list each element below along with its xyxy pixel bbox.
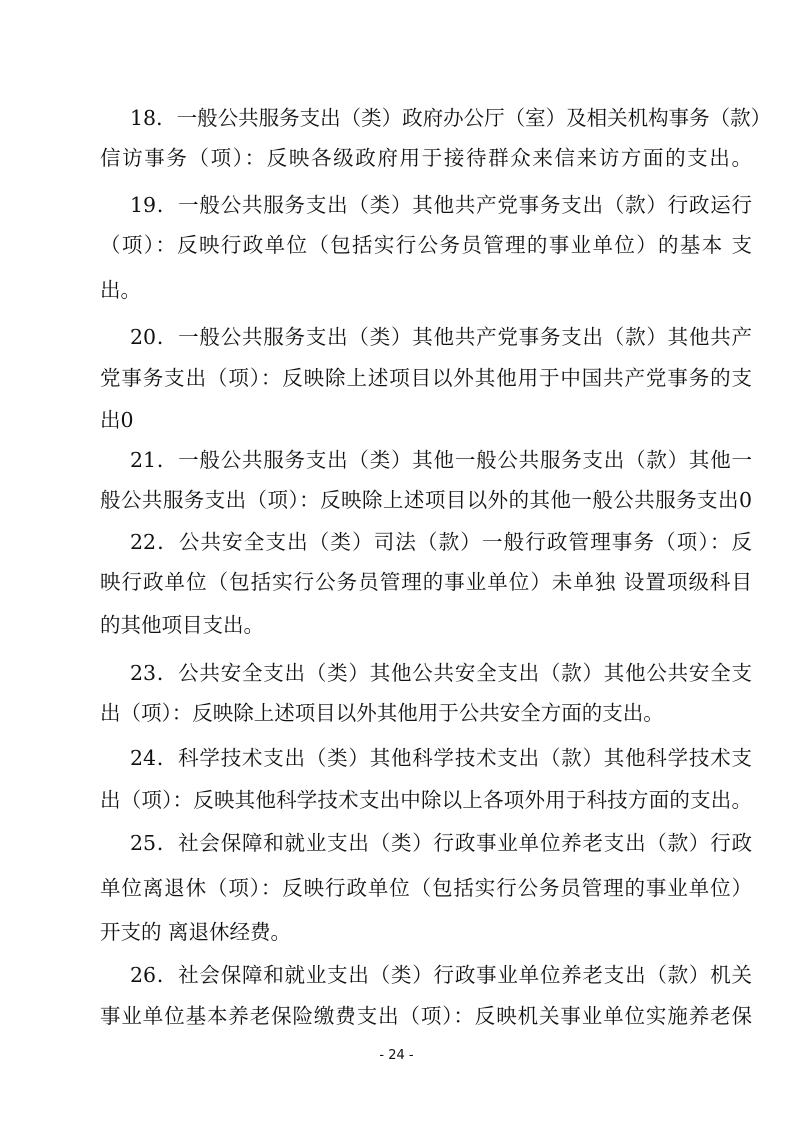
paragraph-20-line-3: 出0 [100, 408, 134, 432]
paragraph-23-line-1: 23．公共安全支出（类）其他公共安全支出（款）其他公共安全支 [130, 661, 752, 685]
paragraph-22-line-3: 的其他项目支出。 [100, 613, 264, 637]
paragraph-20-line-2: 党事务支出（项）：反映除上述项目以外其他用于中国共产党事务的支 [100, 366, 752, 390]
paragraph-25-line-1: 25．社会保障和就业支出（类）行政事业单位养老支出（款）行政 [130, 831, 752, 855]
paragraph-19-line-3: 出。 [100, 278, 141, 302]
paragraph-18-line-1: 18．一般公共服务支出（类）政府办公厅（室）及相关机构事务（款） [130, 106, 772, 130]
paragraph-20-line-1: 20．一般公共服务支出（类）其他共产党事务支出（款）其他共产 [130, 325, 752, 349]
paragraph-22-line-2: 映行政单位（包括实行公务员管理的事业单位）未单独 设置项级科目 [100, 570, 752, 594]
paragraph-25-line-3: 开支的 离退休经费。 [100, 920, 292, 944]
paragraph-18-line-2: 信访事务（项）：反映各级政府用于接待群众来信来访方面的支出。 [100, 146, 752, 170]
page-number: - 24 - [379, 1048, 414, 1063]
paragraph-26-line-1: 26．社会保障和就业支出（类）行政事业单位养老支出（款）机关 [130, 963, 752, 987]
paragraph-23-line-2: 出（项）：反映除上述项目以外其他用于公共安全方面的支出。 [100, 701, 664, 725]
paragraph-21-line-1: 21．一般公共服务支出（类）其他一般公共服务支出（款）其他一 [130, 448, 752, 472]
paragraph-22-line-1: 22．公共安全支出（类）司法（款）一般行政管理事务（项）：反 [130, 530, 752, 554]
paragraph-19-line-1: 19．一般公共服务支出（类）其他共产党事务支出（款）行政运行 [130, 193, 752, 217]
paragraph-25-line-2: 单位离退休（项）：反映行政单位（包括实行公务员管理的事业单位） [100, 876, 752, 900]
paragraph-21-line-2: 般公共服务支出（项）：反映除上述项目以外的其他一般公共服务支出0 [100, 488, 752, 512]
paragraph-24-line-1: 24．科学技术支出（类）其他科学技术支出（款）其他科学技术支 [130, 746, 752, 770]
paragraph-26-line-2: 事业单位基本养老保险缴费支出（项）：反映机关事业单位实施养老保 [100, 1004, 752, 1028]
paragraph-19-line-2: （项）：反映行政单位（包括实行公务员管理的事业单位）的基本 支 [100, 233, 752, 257]
paragraph-24-line-2: 出（项）：反映其他科学技术支出中除以上各项外用于科技方面的支出。 [100, 788, 752, 812]
